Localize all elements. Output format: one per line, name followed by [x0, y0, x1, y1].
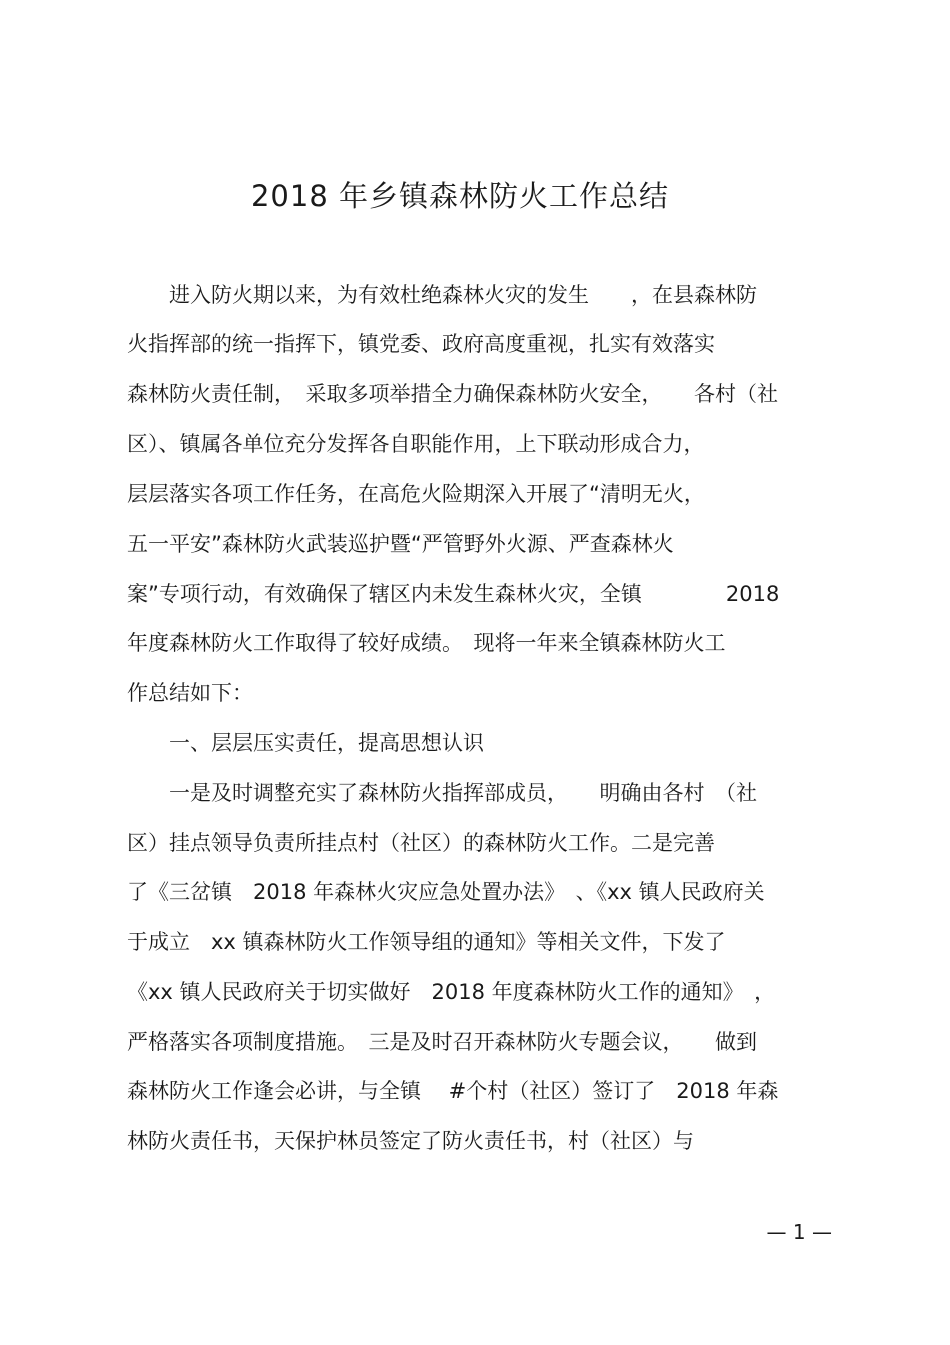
body-line: 年度森林防火工作取得了较好成绩。 现将一年来全镇森林防火工 — [127, 631, 726, 655]
document-title: 2018 年乡镇森林防火工作总结 — [250, 179, 670, 213]
body-line: 作总结如下： — [127, 681, 253, 705]
body-line: 五一平安”森林防火武装巡护暨“严管野外火源、严查森林火 — [127, 532, 674, 556]
body-line: 区）、镇属各单位充分发挥各自职能作用，上下联动形成合力， — [127, 432, 705, 456]
body-line: 于成立 xx 镇森林防火工作领导组的通知》等相关文件，下发了 — [127, 930, 726, 954]
body-line: 火指挥部的统一指挥下，镇党委、政府高度重视，扎实有效落实 — [127, 332, 715, 356]
body-line: 森林防火工作逢会必讲，与全镇 #个村（社区）签订了 2018 年森 — [127, 1079, 779, 1103]
body-line: 了《三岔镇 2018 年森林火灾应急处置办法》 、《xx 镇人民政府关 — [127, 880, 765, 904]
body-line: 严格落实各项制度措施。 三是及时召开森林防火专题会议， 做到 — [127, 1030, 757, 1054]
body-line: 森林防火责任制， 采取多项举措全力确保森林防火安全， 各村（社 — [127, 382, 778, 406]
section-heading: 一、层层压实责任，提高思想认识 — [127, 731, 484, 755]
body-line: 《xx 镇人民政府关于切实做好 2018 年度森林防火工作的通知》 ， — [127, 980, 776, 1004]
body-line: 层层落实各项工作任务，在高危火险期深入开展了“清明无火， — [127, 482, 705, 506]
body-line: 一是及时调整充实了森林防火指挥部成员， 明确由各村 （社 — [127, 781, 757, 805]
body-line: 案”专项行动，有效确保了辖区内未发生森林火灾，全镇 2018 — [127, 582, 780, 606]
body-line: 林防火责任书，天保护林员签定了防火责任书，村（社区）与 — [127, 1129, 694, 1153]
page-number: — 1 — — [766, 1220, 832, 1244]
body-line: 区）挂点领导负责所挂点村（社区）的森林防火工作。二是完善 — [127, 831, 715, 855]
body-line: 进入防火期以来，为有效杜绝森林火灾的发生 ，在县森林防 — [127, 283, 757, 307]
